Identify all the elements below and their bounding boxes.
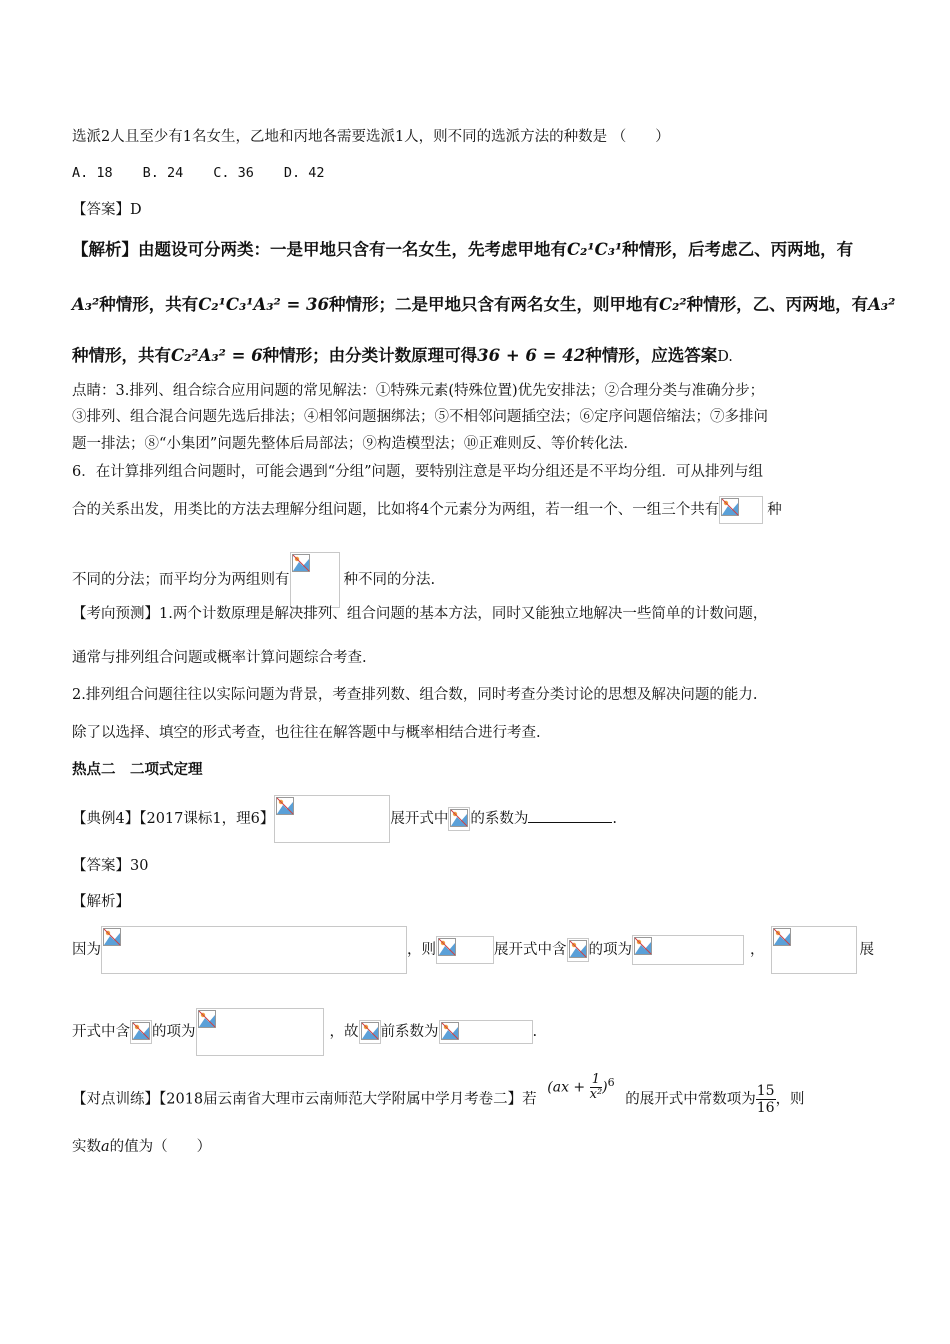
analysis2-text: 因为 [72, 942, 101, 958]
item6-line-3 [72, 552, 435, 608]
analysis-line-3 [72, 346, 733, 367]
analysis-text: 种情形，应选答案 [585, 346, 718, 365]
answer2-label: 【答案】30 [72, 858, 149, 874]
broken-image-icon [632, 935, 744, 965]
broken-image-icon [436, 936, 494, 964]
broken-image-icon [196, 1008, 324, 1056]
forecast-line-1: 【考向预测】1.两个计数原理是解决排列、组合问题的基本方法，同时又能独立地解决一些简单的计数问题， [72, 606, 768, 622]
answer-label: 【答案】D [72, 202, 142, 218]
analysis2-text: 的项为 [588, 942, 632, 958]
analysis-text: 由题设可分两类：一是甲地只含有一名女生，先考虑甲地有 [138, 240, 567, 259]
broken-image-icon [567, 938, 589, 962]
math-sum-42: 36 + 6 = 42 [477, 346, 586, 365]
analysis2-text: 的项为 [152, 1024, 196, 1040]
section-title: 热点二 二项式定理 [72, 761, 203, 778]
item6-line-1: 6．在计算排列组合问题时，可能会遇到“分组”问题，要特别注意是平均分组还是不平均分组．可从排列与组 [72, 464, 764, 480]
broken-image-icon [290, 552, 340, 608]
math-expr-den: x² [589, 1087, 603, 1103]
math-product-36: C₂¹C₃¹A₃² = 36 [198, 295, 329, 314]
math-expr-base: (ax + [547, 1079, 590, 1096]
example4-text: . [612, 811, 617, 827]
practice-text: 实数 [72, 1139, 101, 1155]
forecast-line-4: 除了以选择、填空的形式考查，也往往在解答题中与概率相结合进行考查. [72, 725, 541, 741]
practice-text: 的值为（ ） [109, 1139, 212, 1155]
analysis2-text: 展开式中含 [494, 942, 567, 958]
practice-text: ，则 [775, 1091, 805, 1108]
item6-text: 合的关系出发，用类比的方法去理解分组问题，比如将4个元素分为两组，若一组一个、一组三个共有 [72, 502, 720, 518]
item6-text: 不同的分法；而平均分为两组则有 [72, 572, 290, 588]
tip-line-3: 题一排法；⑧“小集团”问题先整体后局部法；⑨构造模型法；⑩正难则反、等价转化法. [72, 436, 628, 452]
example4-label: 【典例4】【2017课标1，理6】 [72, 811, 275, 827]
broken-image-icon [439, 1020, 533, 1044]
option-c: C. 36 [213, 165, 254, 181]
math-a32: A₃² [72, 295, 100, 314]
analysis-text: 种情形，乙、丙两地，有 [686, 295, 869, 314]
math-var-a: a [101, 1139, 110, 1155]
analysis-text: 种情形；由分类计数原理可得 [262, 346, 478, 365]
broken-image-icon [359, 1020, 381, 1044]
analysis-text: 种情形，共有 [72, 346, 171, 365]
answer-options [72, 163, 355, 183]
example4-text: 的系数为 [470, 811, 529, 827]
broken-image-icon [771, 926, 857, 974]
broken-image-icon [101, 926, 407, 974]
forecast-line-3: 2.排列组合问题往往以实际问题为背景，考查排列数、组合数，同时考查分类讨论的思想及解决问题的能力. [72, 687, 758, 703]
analysis2-text: 展 [859, 942, 874, 958]
tip-line-1: 点睛：3.排列、组合综合应用问题的常见解法：①特殊元素(特殊位置)优先安排法；②合理分类与准确分步； [72, 383, 765, 399]
answer-blank [528, 808, 612, 823]
practice-line-1 [72, 1072, 805, 1122]
analysis2-text: ，则 [407, 942, 436, 958]
practice-label: 【对点训练】【2018届云南省大理市云南师范大学附属中学月考卷二】若 [72, 1091, 537, 1108]
option-b: B. 24 [142, 165, 184, 181]
item6-line-2 [72, 496, 782, 524]
analysis-text: 种情形；二是甲地只含有两名女生，则甲地有 [328, 295, 659, 314]
forecast-line-2: 通常与排列组合问题或概率计算问题综合考查. [72, 650, 367, 666]
analysis-line-1 [72, 240, 853, 260]
item6-text: 种不同的分法. [343, 572, 436, 588]
example4-text: 展开式中 [390, 811, 449, 827]
analysis2-text: ，故 [329, 1024, 359, 1040]
analysis-line-2 [72, 295, 895, 315]
analysis2-line-2 [72, 1007, 537, 1057]
frac-numerator: 15 [756, 1082, 775, 1099]
answer-letter: D. [717, 349, 733, 365]
math-a32: A₃² [868, 295, 896, 314]
math-expr-num: 1 [590, 1073, 603, 1088]
math-c21c31: C₂¹C₃¹ [567, 240, 623, 259]
math-expression [547, 1058, 614, 1113]
analysis-text: 种情形，共有 [99, 295, 199, 314]
math-expr-exp: 6 [607, 1076, 615, 1089]
tip-line-2: ③排列、组合混合问题先选后排法；④相邻问题捆绑法；⑤不相邻问题插空法；⑥定序问题倍缩法；⑦多排问 [72, 409, 768, 425]
analysis2-text: ， [750, 942, 765, 958]
math-product-6: C₂²A₃² = 6 [171, 346, 263, 365]
frac-denominator: 16 [756, 1099, 775, 1116]
analysis-text: 种情形，后考虑乙、丙两地，有 [622, 240, 854, 259]
analysis2-text: 开式中含 [72, 1024, 130, 1040]
math-expr-close: ) [602, 1079, 608, 1096]
option-a: A. 18 [72, 165, 113, 181]
broken-image-icon [448, 807, 470, 831]
example4-line [72, 795, 617, 843]
option-d: D. 42 [283, 165, 325, 181]
broken-image-icon [274, 795, 390, 843]
math-c22: C₂² [658, 295, 687, 314]
analysis2-label: 【解析】 [72, 894, 130, 910]
broken-image-icon [719, 496, 763, 524]
analysis2-text: . [532, 1024, 538, 1040]
item6-text: 种 [767, 502, 782, 518]
question-text: 选派2人且至少有1名女生，乙地和丙地各需要选派1人，则不同的选派方法的种数是 （ ） [72, 129, 670, 145]
analysis2-line-1 [72, 925, 874, 975]
practice-line-2 [72, 1137, 211, 1157]
broken-image-icon [130, 1020, 152, 1044]
practice-text: 的展开式中常数项为 [625, 1091, 756, 1108]
analysis2-text: 前系数为 [380, 1024, 439, 1040]
analysis-label: 【解析】 [72, 240, 138, 259]
